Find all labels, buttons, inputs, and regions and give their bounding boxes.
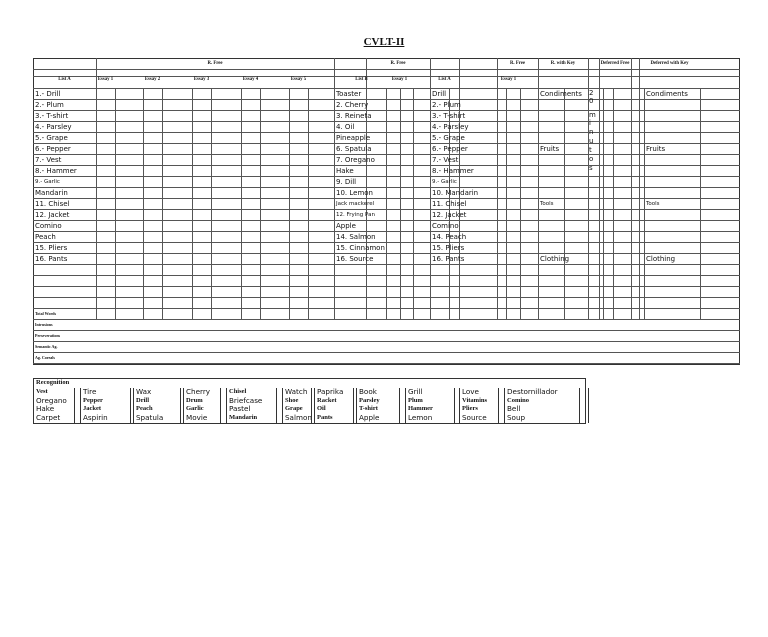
column-line (241, 88, 242, 319)
column-line (162, 88, 163, 319)
header-essay-5: Essay 5 (290, 77, 307, 82)
row-line (33, 363, 740, 364)
recognition-word: Shoe (285, 396, 299, 404)
list-a-item: 9.- Garlic (35, 179, 60, 185)
list-a2-item: 4.- Parsley (432, 123, 469, 131)
list-a-item: 15. Pliers (35, 244, 68, 252)
column-line (603, 88, 604, 319)
list-a2-item: 9.- Garlic (432, 179, 457, 185)
recognition-word: Hammer (408, 405, 433, 412)
recognition-word: Vest (36, 388, 48, 395)
list-a-item: Mandarin (35, 189, 68, 197)
column-line (260, 88, 261, 319)
header-divider (33, 69, 740, 70)
column-line (400, 88, 401, 319)
list-a-item: 12. Jacket (35, 211, 70, 219)
recognition-word: Spatula (136, 412, 164, 422)
column-line (308, 88, 309, 319)
deferred-key-category: Tools (646, 201, 660, 207)
list-a2-item: 2.- Plum (432, 101, 461, 109)
recognition-word: Soup (507, 412, 526, 422)
summary-row-label: Intrusions (35, 322, 53, 327)
recognition-word: Aspirin (83, 412, 108, 422)
recognition-word: Garlic (186, 405, 204, 412)
recognition-checkbox-column (220, 388, 227, 423)
recognition-word: Vitamins (462, 396, 488, 404)
list-b-item: 2. Cherry (336, 101, 369, 109)
recognition-word: Tire (83, 387, 97, 396)
header-column-line (631, 58, 632, 88)
column-line (639, 88, 640, 319)
recognition-checkbox-column (180, 388, 184, 423)
header-list-b: List B (355, 77, 368, 82)
deferred-key-category: Clothing (646, 255, 676, 263)
deferred-key-category: Condiments (646, 90, 688, 98)
header-essay-2: Essay 2 (144, 77, 161, 82)
list-a2-item: 16. Pants (432, 255, 465, 263)
header-deferred-with-key: Deferred with Key (650, 61, 689, 66)
summary-row-label: Perseverations (35, 333, 61, 338)
row-line (33, 341, 740, 342)
recognition-word: Pepper (83, 396, 103, 404)
list-b-item: 16. Source (336, 255, 374, 263)
vertical-note-char: s (589, 164, 593, 172)
header-r-free-b: R. Free (390, 61, 406, 66)
recognition-checkbox-column (399, 388, 406, 423)
column-line (631, 88, 632, 319)
list-a2-item: 8.- Hammer (432, 167, 474, 175)
recall-table (33, 58, 740, 365)
list-a2-item: 12. Jacket (432, 211, 467, 219)
vertical-note-char: m (589, 111, 596, 119)
list-a-item: 3.- T-shirt (35, 112, 69, 120)
recognition-word: Grill (408, 387, 423, 396)
list-b-item: 12. Frying Pan (336, 212, 375, 218)
header-essay-a2: Essay 1 (500, 77, 517, 82)
column-line (599, 88, 600, 319)
list-a-item: 16. Pants (35, 255, 68, 263)
recognition-word: Parsley (359, 396, 380, 404)
column-line (289, 88, 290, 319)
recognition-word: Peach (136, 405, 153, 412)
list-a2-item: 11. Chisel (432, 200, 467, 208)
column-line (520, 88, 521, 319)
recognition-table (33, 378, 586, 424)
column-line (613, 88, 614, 319)
column-line (143, 88, 144, 319)
list-b-item: 9. Dill (336, 178, 357, 186)
recognition-word: Apple (359, 412, 380, 422)
recognition-word: Briefcase (229, 395, 263, 405)
list-b-item: Toaster (336, 90, 362, 98)
list-a2-item: 14. Peach (432, 233, 467, 241)
list-a2-item: Drill (432, 90, 447, 98)
column-line (96, 88, 97, 319)
recognition-word: Hake (36, 404, 55, 413)
recognition-word: Source (462, 412, 487, 422)
list-a2-item: 6.- Pepper (432, 145, 468, 153)
list-b-item: Hake (336, 167, 354, 175)
vertical-note-char: i (589, 119, 591, 127)
recognition-word: Watch (285, 387, 308, 396)
list-b-item: 7. Oregano (336, 156, 375, 164)
list-a2-item: Comino (432, 222, 459, 230)
recognition-checkbox-column (498, 388, 505, 423)
summary-row-label: Ag. Coreals (35, 355, 55, 360)
list-a-item: 11. Chisel (35, 200, 70, 208)
deferred-key-category: Fruits (646, 145, 666, 153)
recognition-word: Movie (186, 412, 208, 422)
list-b-item: 14. Salmon (336, 233, 376, 241)
header-column-line (459, 58, 460, 88)
header-r-with-key: R. with Key (550, 61, 576, 66)
header-deferred-free: Deferred Free (600, 61, 630, 66)
recognition-checkbox-column (74, 388, 81, 423)
recognition-checkbox-column (454, 388, 460, 423)
header-list-a2: List A (438, 77, 451, 82)
recognition-checkbox-column (353, 388, 357, 423)
recognition-checkbox-column (276, 388, 283, 423)
key-category: Clothing (540, 255, 570, 263)
recognition-word: Lemon (408, 412, 433, 422)
recognition-checkbox-column (130, 388, 134, 423)
vertical-note-char: u (589, 137, 594, 145)
recognition-checkbox-column (311, 388, 315, 423)
recognition-word: Paprika (317, 387, 344, 396)
summary-row-label: Semantic Ag. (35, 344, 58, 349)
recognition-word: Drill (136, 396, 149, 404)
vertical-note-char: 0 (589, 97, 594, 105)
key-category: Condiments (540, 90, 582, 98)
row-line (33, 352, 740, 353)
vertical-note-char: o (589, 155, 594, 163)
list-b-item: 10. Lemon (336, 189, 373, 197)
list-a-item: 6.- Pepper (35, 145, 71, 153)
recognition-word: Wax (136, 387, 152, 396)
vertical-note-char: 2 (589, 89, 594, 97)
recognition-word: Drum (186, 396, 203, 404)
recognition-word: Comino (507, 396, 530, 404)
list-a2-item: 10. Mandarin (432, 189, 479, 197)
column-line (115, 88, 116, 319)
list-b-item: 6. Spatula (336, 145, 372, 153)
recognition-word: Destornillador (507, 387, 558, 396)
recognition-word: Mandarin (229, 413, 258, 421)
column-line (386, 88, 387, 319)
key-category: Tools (540, 201, 554, 207)
recognition-word: Pants (317, 413, 333, 421)
list-b-item: 15. Cinnamon (336, 244, 385, 252)
key-category: Fruits (540, 145, 560, 153)
vertical-note-char: n (589, 128, 594, 136)
recognition-word: Bell (507, 404, 521, 413)
row-line (33, 319, 740, 320)
column-line (211, 88, 212, 319)
recognition-word: T-shirt (359, 405, 378, 412)
page-title: CVLT-II (363, 36, 405, 48)
vertical-note-char: t (589, 146, 592, 154)
column-line (413, 88, 414, 319)
recognition-word: Plum (408, 396, 423, 404)
header-list-a: List A (58, 77, 71, 82)
recognition-word: Cherry (186, 387, 211, 396)
list-b-item: Jack mackerel (336, 201, 375, 207)
list-b-item: Apple (336, 222, 356, 230)
list-a-item: 7.- Vest (35, 156, 62, 164)
list-a-item: 5.- Grape (35, 134, 68, 142)
list-a2-item: 5.- Grape (432, 134, 465, 142)
recognition-word: Jacket (83, 405, 102, 412)
list-a2-item: 15. Pliers (432, 244, 465, 252)
list-a-item: Peach (35, 233, 56, 241)
list-a-item: 1.- Drill (35, 90, 61, 98)
header-essay-3: Essay 3 (193, 77, 210, 82)
column-line (700, 88, 701, 319)
recognition-word: Chisel (229, 388, 247, 395)
column-line (497, 88, 498, 319)
list-a-item: 2.- Plum (35, 101, 64, 109)
column-line (506, 88, 507, 319)
recognition-word: Oil (317, 405, 326, 412)
summary-row-label: Total Words (35, 311, 57, 316)
row-line (33, 330, 740, 331)
list-a-item: Comino (35, 222, 62, 230)
list-a2-item: 7.- Vest (432, 156, 459, 164)
column-line (192, 88, 193, 319)
header-essay-1: Essay 1 (97, 77, 114, 82)
header-column-line (588, 58, 589, 88)
list-a-item: 8.- Hammer (35, 167, 77, 175)
recognition-word: Racket (317, 396, 337, 404)
recognition-word: Pastel (229, 404, 251, 413)
list-b-item: Pineapple (336, 134, 371, 142)
recognition-word: Pliers (462, 405, 478, 412)
recognition-word: Book (359, 387, 377, 396)
recognition-word: Carpet (36, 412, 61, 422)
list-a2-item: 3.- T-shirt (432, 112, 466, 120)
recognition-word: Salmon (285, 412, 312, 422)
recognition-word: Love (462, 387, 479, 396)
header-essay-4: Essay 4 (242, 77, 259, 82)
recognition-checkbox-column (579, 388, 589, 423)
recognition-word: Oregano (36, 395, 67, 405)
recognition-word: Grape (285, 405, 303, 412)
header-essay-b: Essay 1 (391, 77, 408, 82)
list-b-item: 3. Reineta (336, 112, 372, 120)
list-b-item: 4. Oil (336, 123, 355, 131)
recognition-title: Recognition (36, 379, 70, 386)
header-r-free-a: R. Free (509, 61, 526, 66)
list-a-item: 4.- Parsley (35, 123, 72, 131)
header-r-free: R. Free (207, 61, 223, 66)
